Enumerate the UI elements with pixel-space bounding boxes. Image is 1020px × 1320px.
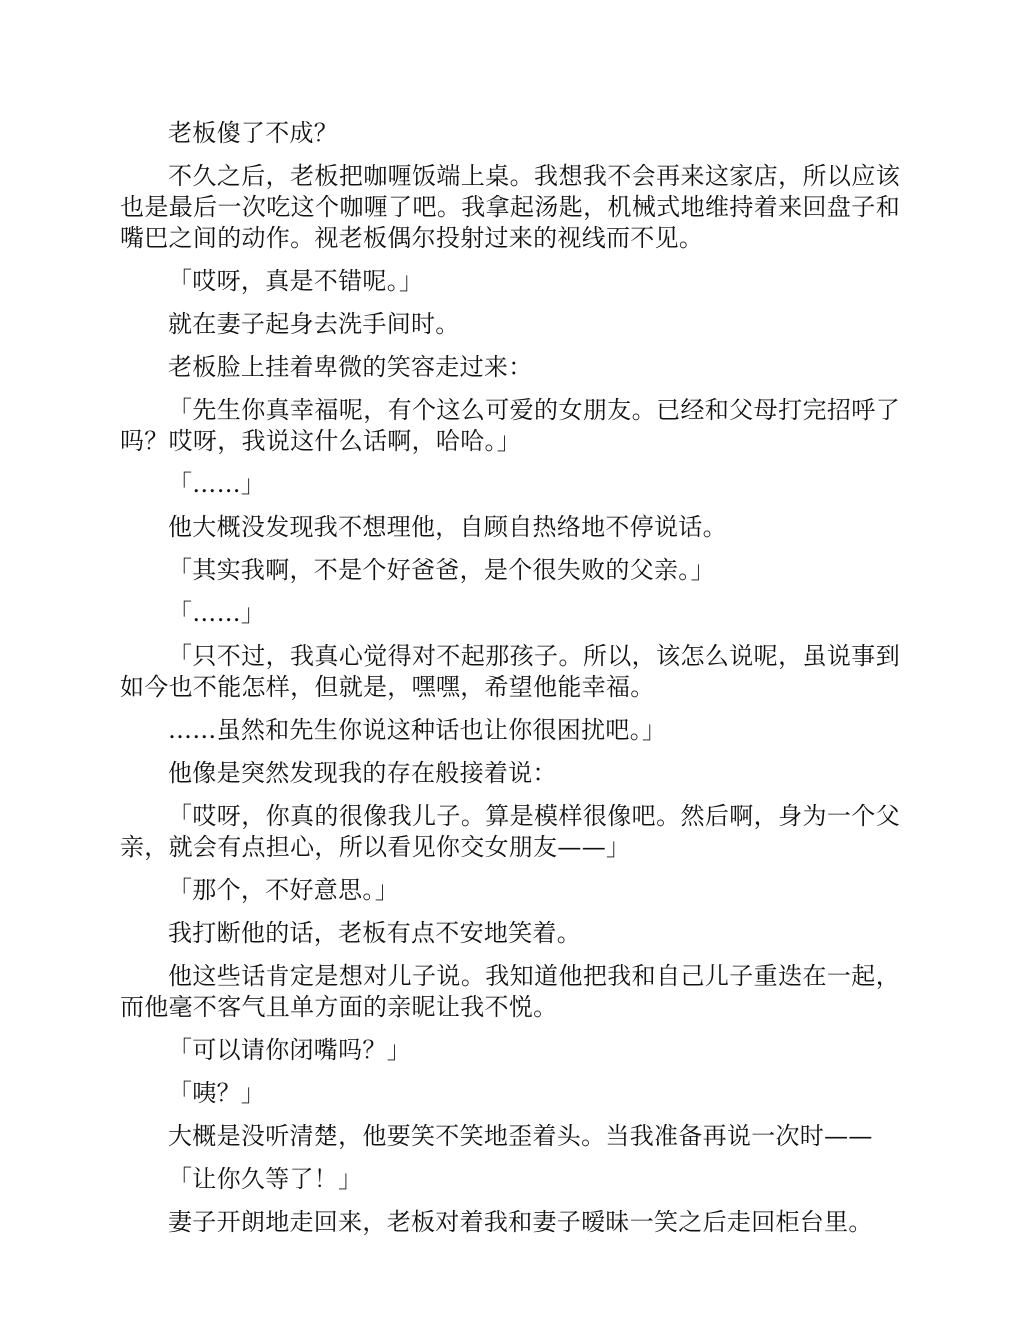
paragraph: 他大概没发现我不想理他，自顾自热络地不停说话。: [168, 513, 727, 541]
paragraph: 「哎呀，真是不错呢。」: [168, 267, 424, 295]
paragraph: 「哎呀，你真的很像我儿子。算是模样很像吧。然后啊，身为一个父亲，就会有点担心，所以看见你交女朋友——」: [120, 802, 900, 861]
paragraph: ……虽然和先生你说这种话也让你很困扰吧。」: [168, 716, 667, 744]
paragraph: 「先生你真幸福呢，有个这么可爱的女朋友。已经和父母打完招呼了吗？哎呀，我说这什么话啊，哈哈。」: [120, 396, 900, 455]
paragraph: 他这些话肯定是想对儿子说。我知道他把我和自己儿子重迭在一起，而他毫不客气且单方面的亲昵让我不悦。: [120, 962, 900, 1021]
paragraph: 妻子开朗地走回来，老板对着我和妻子暧昧一笑之后走回柜台里。: [168, 1208, 873, 1236]
paragraph: 就在妻子起身去洗手间时。: [168, 310, 460, 338]
paragraph: 「其实我啊，不是个好爸爸，是个很失败的父亲。」: [168, 556, 715, 584]
paragraph: 「……」: [168, 599, 266, 627]
paragraph: 老板脸上挂着卑微的笑容走过来：: [168, 353, 533, 381]
document-body: [120, 118, 900, 1250]
paragraph: 大概是没听清楚，他要笑不笑地歪着头。当我准备再说一次时——: [168, 1122, 873, 1150]
paragraph: 「咦？」: [168, 1079, 266, 1107]
paragraph: 「可以请你闭嘴吗？」: [168, 1036, 411, 1064]
paragraph: 「那个，不好意思。」: [168, 876, 399, 904]
paragraph: 他像是突然发现我的存在般接着说：: [168, 759, 557, 787]
paragraph: 「……」: [168, 470, 266, 498]
paragraph: 不久之后，老板把咖喱饭端上桌。我想我不会再来这家店，所以应该也是最后一次吃这个咖喱了吧。我拿起汤匙，机械式地维持着来回盘子和嘴巴之间的动作。视老板偶尔投射过来的视线而不见。: [120, 162, 900, 252]
paragraph: 我打断他的话，老板有点不安地笑着。: [168, 919, 582, 947]
paragraph: 「让你久等了！」: [168, 1165, 363, 1193]
paragraph: 老板傻了不成？: [168, 119, 339, 147]
paragraph: 「只不过，我真心觉得对不起那孩子。所以，该怎么说呢，虽说事到如今也不能怎样，但就是，嘿嘿，希望他能幸福。: [120, 642, 900, 701]
